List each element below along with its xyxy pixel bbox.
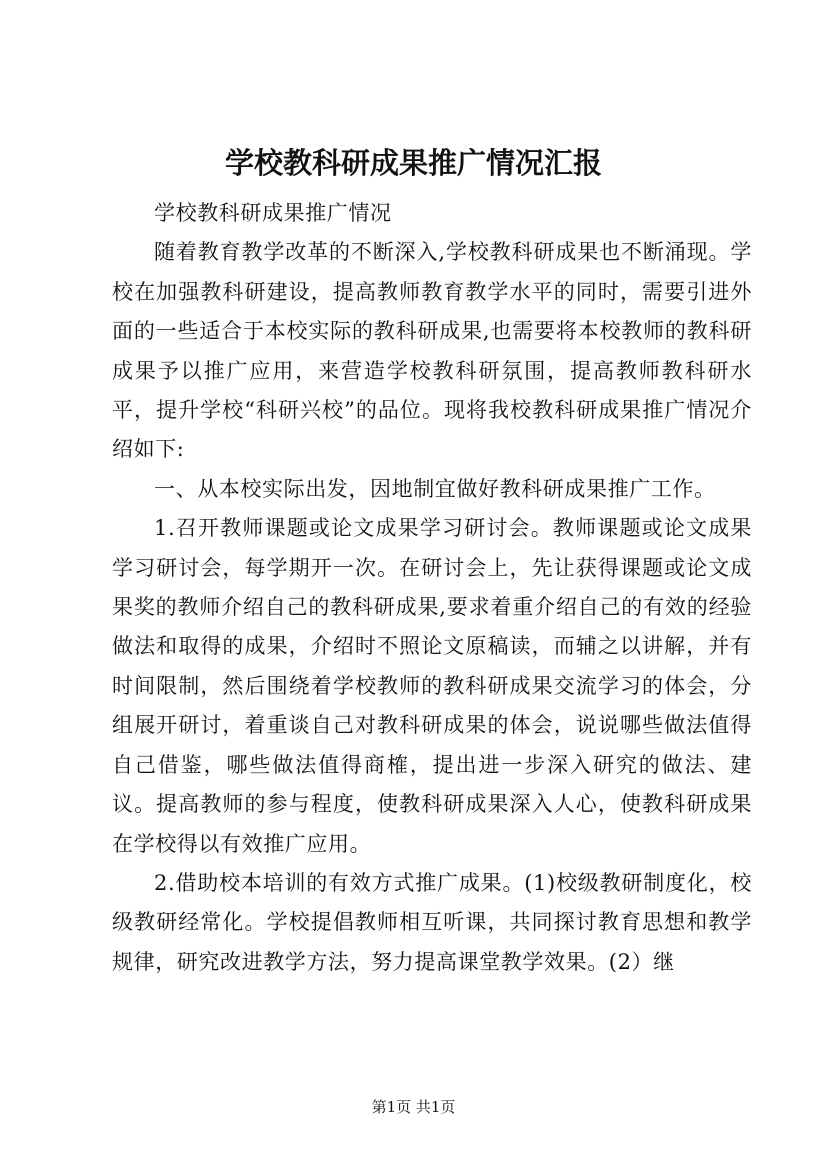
paragraph-item-two: 2.借助校本培训的有效方式推广成果。(1)校级教研制度化，校级教研经常化。学校提倡教师相互听课，共同探讨教育思想和教学规律，研究改进教学方法，努力提高课堂教学效果。(2）继 [112,870,752,974]
document-title: 学校教科研成果推广情况汇报 [224,146,602,180]
page-footer: 第1页 共1页 [371,1098,456,1116]
paragraph-section-one-heading: 一、从本校实际出发，因地制宜做好教科研成果推广工作。 [154,476,716,501]
paragraph-item-one: 1.召开教师课题或论文成果学习研讨会。教师课题或论文成果学习研讨会，每学期开一次。在研讨会上，先让获得课题或论文成果奖的教师介绍自己的教科研成果,要求着重介绍自己的有效的经验做法和取得的成果，介绍时不照论文原稿读，而辅之以讲解，并有时间限制，然后围绕着学校教师的教科研成果交流学习的体会，分组展开研讨，着重谈自己对教科研成果的体会，说说哪些做法值得自己借鉴，哪些做法值得商榷，提出进一步深入研究的做法、建议。提高教师的参与程度，使教科研成果深入人心，使教科研成果在学校得以有效推广应用。 [112,516,752,856]
paragraph-subtitle: 学校教科研成果推广情况 [154,201,392,225]
paragraph-intro: 随着教育教学改革的不断深入,学校教科研成果也不断涌现。学校在加强教科研建设，提高教师教育教学水平的同时，需要引进外面的一些适合于本校实际的教科研成果,也需要将本校教师的教科研成果予以推广应用，来营造学校教科研氛围，提高教师教科研水平，提升学校“科研兴校”的品位。现将我校教科研成果推广情况介绍如下: [112,240,752,462]
document-body [112,194,752,982]
